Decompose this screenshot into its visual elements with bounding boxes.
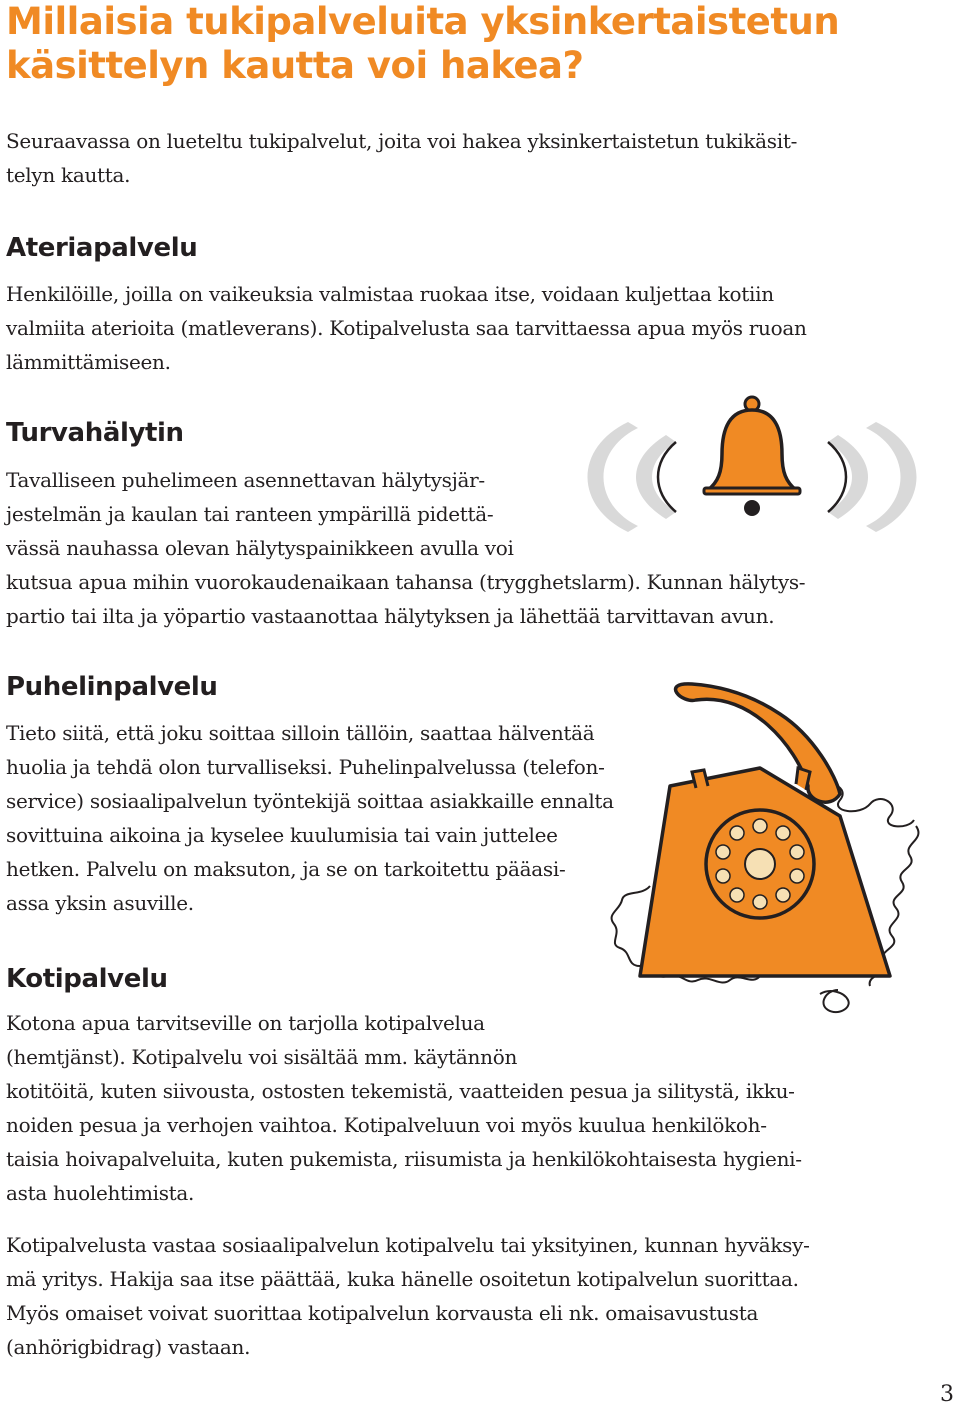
text-line: mä yritys. Hakija saa itse päättää, kuka hänelle osoitetun kotipalvelun suorittaa. — [6, 1267, 799, 1291]
ateriapalvelu-paragraph — [6, 277, 807, 379]
text-line: Seuraavassa on lueteltu tukipalvelut, joita voi hakea yksinkertaistetun tukikäsit- — [6, 129, 798, 153]
text-line: kotitöitä, kuten siivousta, ostosten tekemistä, vaatteiden pesua ja silitystä, ikku- — [6, 1079, 795, 1103]
text-line: asta huolehtimista. — [6, 1181, 195, 1205]
text-line: hetken. Palvelu on maksuton, ja se on tarkoitettu pääasi- — [6, 857, 566, 881]
kotipalvelu-paragraph — [6, 1006, 802, 1210]
section-heading-puhelinpalvelu: Puhelinpalvelu — [6, 672, 218, 702]
text-line: kutsua apua mihin vuorokaudenaikaan tahansa (trygghetslarm). Kunnan hälytys- — [6, 570, 806, 594]
intro-paragraph — [6, 124, 797, 192]
text-line: Henkilöille, joilla on vaikeuksia valmistaa ruokaa itse, voidaan kuljettaa kotiin — [6, 282, 774, 306]
puhelinpalvelu-paragraph — [6, 716, 614, 920]
text-line: sovittuina aikoina ja kyselee kuulumisia tai vain juttelee — [6, 823, 558, 847]
kotipalvelu-paragraph-2 — [6, 1228, 810, 1364]
text-line: Tavalliseen puhelimeen asennettavan hälytysjär- — [6, 468, 485, 492]
text-line: huolia ja tehdä olon turvalliseksi. Puhelinpalvelussa (telefon- — [6, 755, 605, 779]
text-line: lämmittämiseen. — [6, 350, 171, 374]
text-line: noiden pesua ja verhojen vaihtoa. Kotipalveluun voi myös kuulua henkilökoh- — [6, 1113, 767, 1137]
section-heading-ateriapalvelu: Ateriapalvelu — [6, 233, 198, 263]
text-line: Kotona apua tarvitseville on tarjolla kotipalvelua — [6, 1011, 485, 1035]
page-number: 3 — [940, 1382, 954, 1407]
alarm-bell-icon — [572, 392, 932, 552]
section-heading-turvahalytin: Turvahälytin — [6, 418, 184, 448]
text-line: partio tai ilta ja yöpartio vastaanottaa hälytyksen ja lähettää tarvittavan avun. — [6, 604, 775, 628]
text-line: taisia hoivapalveluita, kuten pukemista, riisumista ja henkilökohtaisesta hygieni- — [6, 1147, 802, 1171]
rotary-telephone-icon — [600, 676, 950, 1026]
text-line: assa yksin asuville. — [6, 891, 194, 915]
text-line: telyn kautta. — [6, 163, 131, 187]
text-line: valmiita aterioita (matleverans). Kotipalvelusta saa tarvittaessa apua myös ruoan — [6, 316, 807, 340]
page-title — [6, 0, 906, 88]
text-line: (anhörigbidrag) vastaan. — [6, 1335, 251, 1359]
text-line: jestelmän ja kaulan tai ranteen ympärillä pidettä- — [6, 502, 494, 526]
page-title-line: Millaisia tukipalveluita yksinkertaistetun — [6, 0, 840, 43]
text-line: service) sosiaalipalvelun työntekijä soittaa asiakkaille ennalta — [6, 789, 614, 813]
text-line: Myös omaiset voivat suorittaa kotipalvelun korvausta eli nk. omaisavustusta — [6, 1301, 759, 1325]
text-line: vässä nauhassa olevan hälytyspainikkeen avulla voi — [6, 536, 514, 560]
page-title-line: käsittelyn kautta voi hakea? — [6, 44, 584, 87]
text-line: Kotipalvelusta vastaa sosiaalipalvelun kotipalvelu tai yksityinen, kunnan hyväksy- — [6, 1233, 810, 1257]
section-heading-kotipalvelu: Kotipalvelu — [6, 964, 168, 994]
text-line: Tieto siitä, että joku soittaa silloin tällöin, saattaa hälventää — [6, 721, 595, 745]
text-line: (hemtjänst). Kotipalvelu voi sisältää mm. käytännön — [6, 1045, 518, 1069]
